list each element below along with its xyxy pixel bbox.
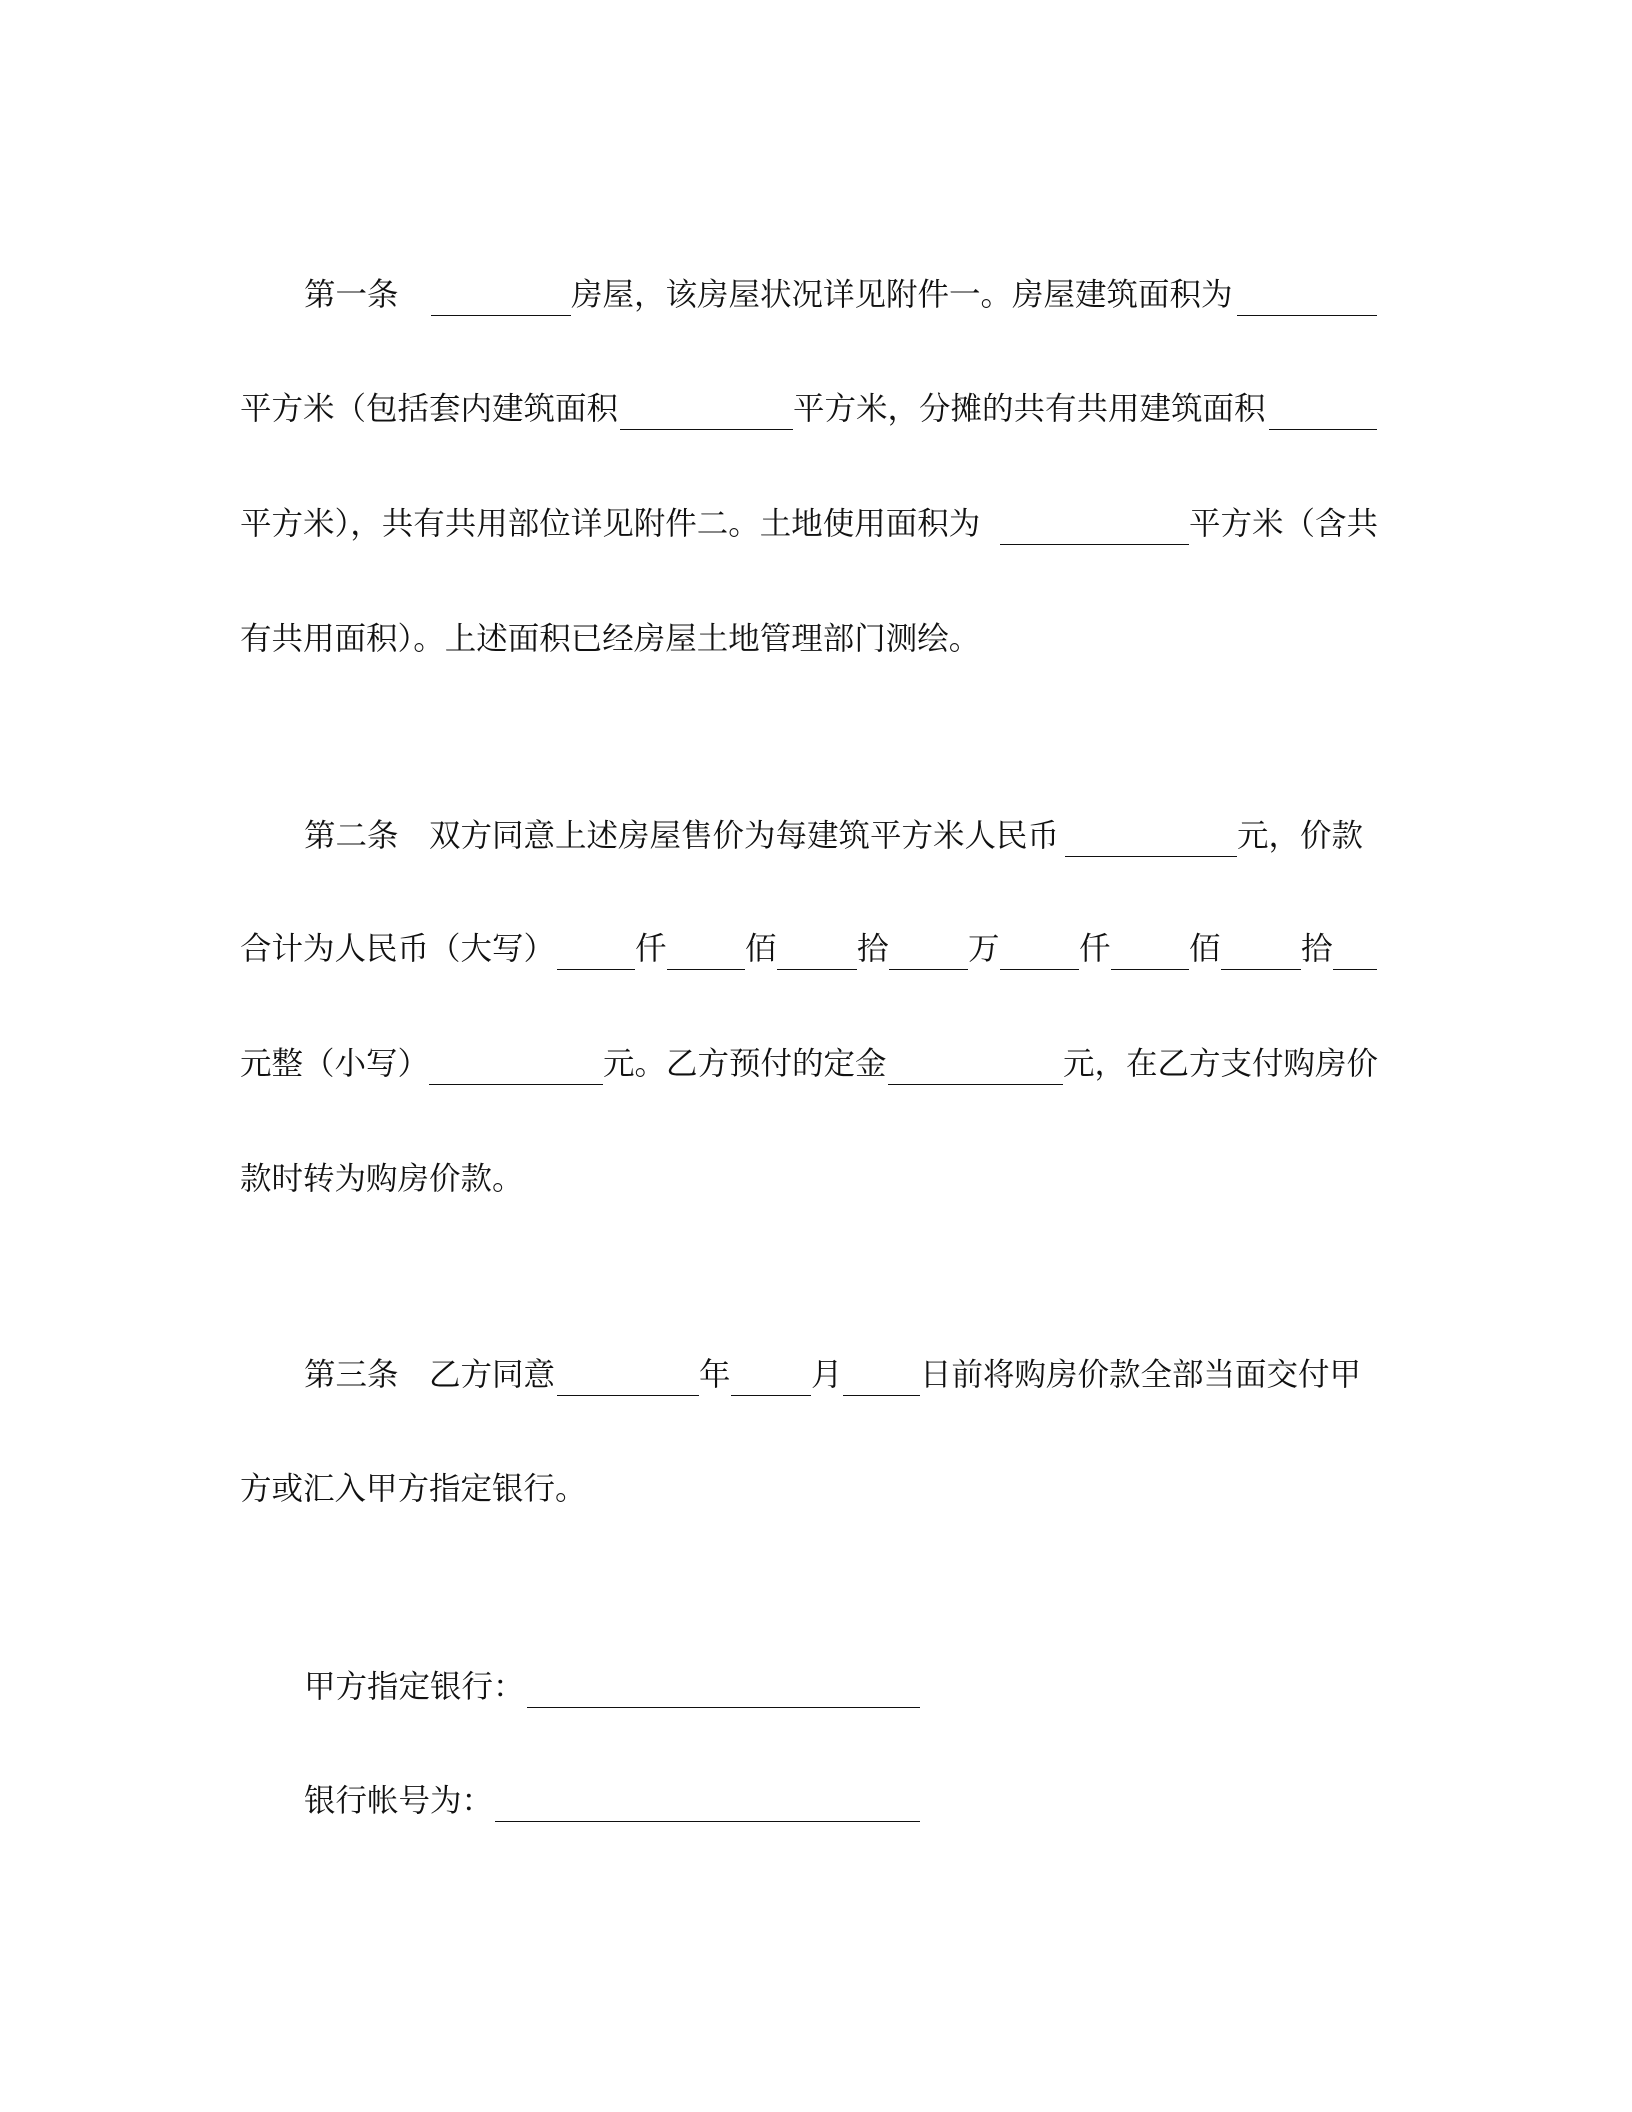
shared-area-blank bbox=[1269, 389, 1377, 430]
amount-unit: 拾 bbox=[857, 931, 889, 967]
article-1-line-4 bbox=[0, 619, 1632, 661]
amount-digit-blank bbox=[667, 929, 745, 970]
land-area-blank bbox=[1000, 504, 1189, 545]
article-1-line-2 bbox=[0, 389, 1632, 431]
article-1-text: 平方米（包括套内建筑面积 bbox=[240, 391, 619, 427]
article-1-label: 第一条 bbox=[304, 277, 399, 313]
article-1-text: 平方米（含共 bbox=[1189, 506, 1379, 542]
article-2-text: 元，在乙方支付购房价 bbox=[1063, 1046, 1379, 1082]
article-2-label: 第二条 bbox=[304, 818, 399, 854]
bank-account-blank bbox=[495, 1781, 920, 1822]
article-1-line-1 bbox=[0, 275, 1632, 317]
unit-price-blank bbox=[1065, 816, 1237, 857]
article-1-text: 有共用面积）。上述面积已经房屋土地管理部门测绘。 bbox=[240, 621, 981, 657]
payment-year-blank bbox=[557, 1355, 699, 1396]
amount-digit-blank bbox=[557, 929, 635, 970]
amount-unit: 万 bbox=[968, 931, 1000, 967]
designated-bank-line bbox=[0, 1667, 1632, 1709]
article-3-text: 方或汇入甲方指定银行。 bbox=[240, 1471, 587, 1507]
payment-month-blank bbox=[731, 1355, 811, 1396]
article-2-text: 双方同意上述房屋售价为每建筑平方米人民币 bbox=[429, 818, 1060, 854]
article-1-text: 平方米，分摊的共有共用建筑面积 bbox=[793, 391, 1266, 427]
article-1-line-3 bbox=[0, 504, 1632, 546]
article-3-line-2 bbox=[0, 1469, 1632, 1511]
amount-digit-blank bbox=[1333, 929, 1377, 970]
article-1-text: 平方米），共有共用部位详见附件二。土地使用面积为 bbox=[240, 506, 981, 542]
article-3-text: 日前将购房价款全部当面交付甲 bbox=[920, 1357, 1362, 1393]
year-label: 年 bbox=[699, 1357, 731, 1393]
payment-day-blank bbox=[843, 1355, 920, 1396]
amount-digit-blank bbox=[1111, 929, 1189, 970]
article-3-text: 乙方同意 bbox=[429, 1357, 556, 1393]
bank-account-label: 银行帐号为： bbox=[304, 1783, 494, 1819]
amount-digit-blank bbox=[1000, 929, 1079, 970]
article-2-text: 元整（小写） bbox=[240, 1046, 430, 1082]
article-2-line-4 bbox=[0, 1159, 1632, 1201]
bank-name-blank bbox=[527, 1667, 920, 1708]
amount-digit-blank bbox=[1221, 929, 1301, 970]
house-location-blank bbox=[431, 275, 571, 316]
amount-digit-blank bbox=[889, 929, 968, 970]
article-2-line-2 bbox=[0, 929, 1632, 971]
amount-unit: 佰 bbox=[1189, 931, 1221, 967]
bank-account-line bbox=[0, 1781, 1632, 1823]
article-2-text: 合计为人民币（大写） bbox=[240, 931, 556, 967]
article-2-text: 元。乙方预付的定金 bbox=[603, 1046, 887, 1082]
inner-area-blank bbox=[620, 389, 793, 430]
article-3-label: 第三条 bbox=[304, 1357, 399, 1393]
amount-unit: 仟 bbox=[635, 931, 667, 967]
amount-unit: 佰 bbox=[745, 931, 777, 967]
article-2-line-1 bbox=[0, 816, 1632, 858]
amount-unit: 仟 bbox=[1079, 931, 1111, 967]
article-3-line-1 bbox=[0, 1355, 1632, 1397]
amount-digit-blank bbox=[777, 929, 857, 970]
month-label: 月 bbox=[811, 1357, 843, 1393]
building-area-blank bbox=[1237, 275, 1377, 316]
designated-bank-label: 甲方指定银行： bbox=[304, 1669, 525, 1705]
article-2-line-3 bbox=[0, 1044, 1632, 1086]
deposit-blank bbox=[888, 1044, 1063, 1085]
article-2-text: 元，价款 bbox=[1237, 818, 1364, 854]
amount-numeric-blank bbox=[429, 1044, 603, 1085]
article-2-text: 款时转为购房价款。 bbox=[240, 1161, 524, 1197]
amount-unit: 拾 bbox=[1301, 931, 1333, 967]
article-1-text: 房屋，该房屋状况详见附件一。房屋建筑面积为 bbox=[571, 277, 1233, 313]
